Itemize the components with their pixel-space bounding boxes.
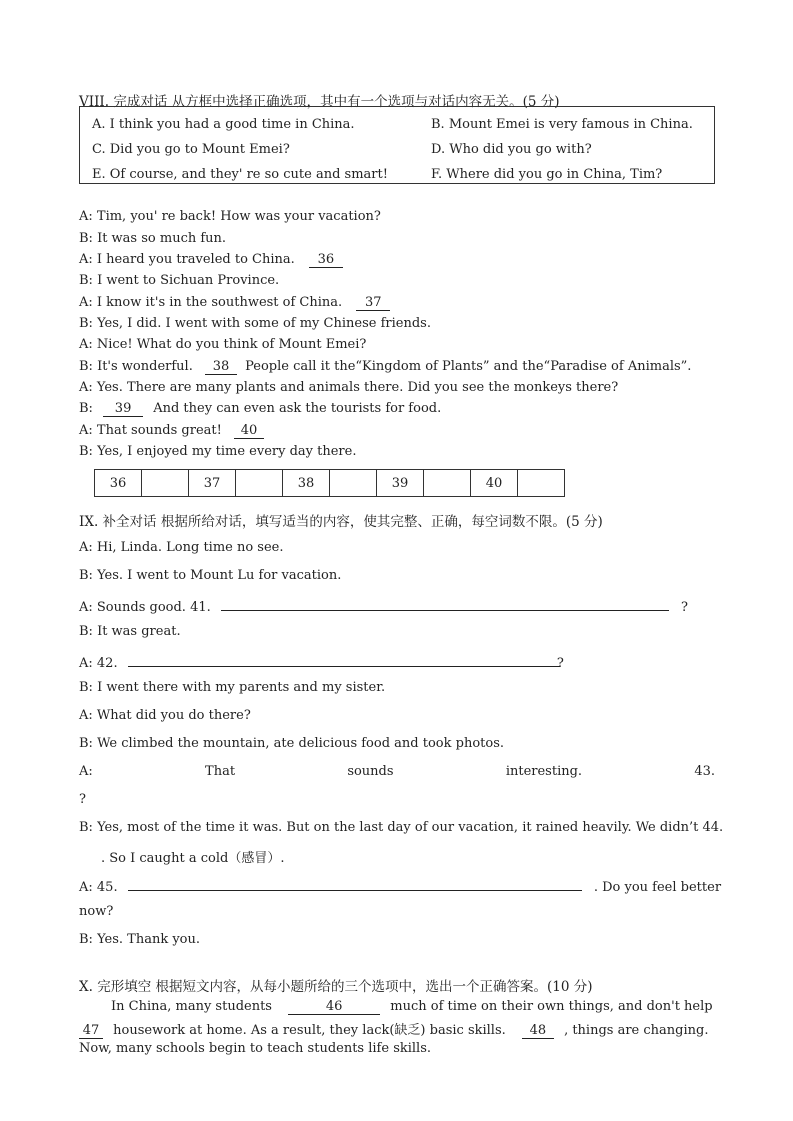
dialog-line: B: Yes. Thank you.	[79, 932, 200, 947]
dialog-line: A: Tim, you' re back! How was your vacation?	[79, 209, 381, 224]
dialog-line: B: We climbed the mountain, ate delicious food and took photos.	[79, 736, 505, 751]
dialog-line	[79, 652, 564, 671]
passage-text: , things are changing.	[564, 1023, 709, 1038]
dialog-line: B: Yes, I did. I went with some of my Chinese friends.	[79, 316, 431, 331]
dialog-line: B: I went there with my parents and my sister.	[79, 680, 386, 695]
answer-line-41[interactable]	[221, 596, 669, 611]
answer-cell[interactable]	[518, 470, 565, 497]
question-mark: ?	[79, 792, 86, 807]
option-c: C. Did you go to Mount Emei?	[92, 142, 290, 157]
dialog-text: People call it the“Kingdom of Plants” and the“Paradise of Animals”.	[245, 359, 692, 374]
dialog-line	[79, 359, 691, 375]
passage-text: In China, many students	[111, 999, 272, 1014]
word: 43.	[694, 764, 715, 779]
dialog-text: . Do you feel better	[593, 880, 722, 895]
dialog-text: B: It's wonderful.	[79, 359, 193, 374]
blank-40: 40	[234, 424, 264, 439]
blank-48: 48	[522, 1024, 554, 1039]
dialog-line	[79, 401, 441, 417]
dialog-text: A: I know it's in the southwest of China.	[79, 295, 343, 310]
answer-label-39: 39	[377, 470, 424, 497]
dialog-line	[79, 596, 688, 615]
dialog-line: A: Hi, Linda. Long time no see.	[79, 540, 284, 555]
section-8-heading: VIII. 完成对话 从方框中选择正确选项，其中有一个选项与对话内容无关。(5 分)	[79, 94, 560, 110]
question-mark: ?	[556, 656, 564, 671]
word: sounds	[347, 764, 394, 779]
answer-cell[interactable]	[330, 470, 377, 497]
section-10-heading: X. 完形填空 根据短文内容，从每小题所给的三个选项中，选出一个正确答案。(10 分)	[79, 979, 593, 995]
option-e: E. Of course, and they' re so cute and smart!	[92, 167, 388, 182]
dialog-text: And they can even ask the tourists for food.	[153, 401, 442, 416]
dialog-line: B: It was so much fun.	[79, 231, 227, 246]
answer-label-36: 36	[95, 470, 142, 497]
passage-line: Now, many schools begin to teach students life skills.	[79, 1041, 432, 1056]
dialog-text: A: I heard you traveled to China.	[79, 252, 295, 267]
dialog-line: B: Yes, most of the time it was. But on the last day of our vacation, it rained heavily. We didn’t 44.	[79, 820, 724, 835]
passage-text: much of time on their own things, and don't help	[390, 999, 713, 1014]
dialog-line-justified	[79, 764, 715, 779]
answer-line-42[interactable]	[128, 652, 560, 667]
word: A:	[79, 764, 93, 779]
dialog-line	[79, 876, 721, 895]
dialog-line: A: Nice! What do you think of Mount Emei?	[79, 337, 367, 352]
passage-line	[111, 999, 713, 1015]
dialog-line	[79, 252, 343, 268]
dialog-line: B: Yes, I enjoyed my time every day there.	[79, 444, 357, 459]
option-a: A. I think you had a good time in China.	[92, 117, 355, 132]
dialog-text: A: Sounds good. 41.	[79, 600, 211, 615]
blank-47: 47	[79, 1024, 103, 1039]
option-f: F. Where did you go in China, Tim?	[431, 167, 663, 182]
dialog-line: B: I went to Sichuan Province.	[79, 273, 280, 288]
question-mark: ?	[681, 600, 689, 615]
passage-line	[79, 1019, 708, 1039]
dialog-text: A: That sounds great!	[79, 423, 222, 438]
dialog-line: B: Yes. I went to Mount Lu for vacation.	[79, 568, 342, 583]
dialog-line: now?	[79, 904, 114, 919]
blank-46: 46	[288, 1000, 380, 1015]
answer-line-45[interactable]	[128, 876, 582, 891]
blank-38: 38	[205, 360, 237, 375]
answer-table	[94, 469, 565, 497]
dialog-line: . So I caught a cold（感冒）.	[101, 851, 285, 866]
dialog-text: A: 42.	[79, 656, 118, 671]
dialog-text: B:	[79, 401, 93, 416]
answer-label-37: 37	[189, 470, 236, 497]
dialog-line: A: What did you do there?	[79, 708, 251, 723]
option-b: B. Mount Emei is very famous in China.	[431, 117, 693, 132]
dialog-line: B: It was great.	[79, 624, 181, 639]
passage-text: housework at home. As a result, they lack(缺乏) basic skills.	[113, 1023, 506, 1038]
blank-37: 37	[356, 296, 390, 311]
dialog-line: A: Yes. There are many plants and animals there. Did you see the monkeys there?	[79, 380, 619, 395]
word: That	[205, 764, 236, 779]
dialog-line	[79, 295, 390, 311]
answer-cell[interactable]	[142, 470, 189, 497]
dialog-text: A: 45.	[79, 880, 118, 895]
answer-label-40: 40	[471, 470, 518, 497]
dialog-line	[79, 423, 264, 439]
answer-label-38: 38	[283, 470, 330, 497]
option-d: D. Who did you go with?	[431, 142, 592, 157]
section-9-heading: IX. 补全对话 根据所给对话，填写适当的内容，使其完整、正确，每空词数不限。(5 分)	[79, 514, 603, 530]
options-box	[79, 106, 715, 184]
answer-cell[interactable]	[236, 470, 283, 497]
word: interesting.	[505, 764, 583, 779]
blank-39: 39	[103, 402, 143, 417]
answer-cell[interactable]	[424, 470, 471, 497]
blank-36: 36	[309, 253, 343, 268]
